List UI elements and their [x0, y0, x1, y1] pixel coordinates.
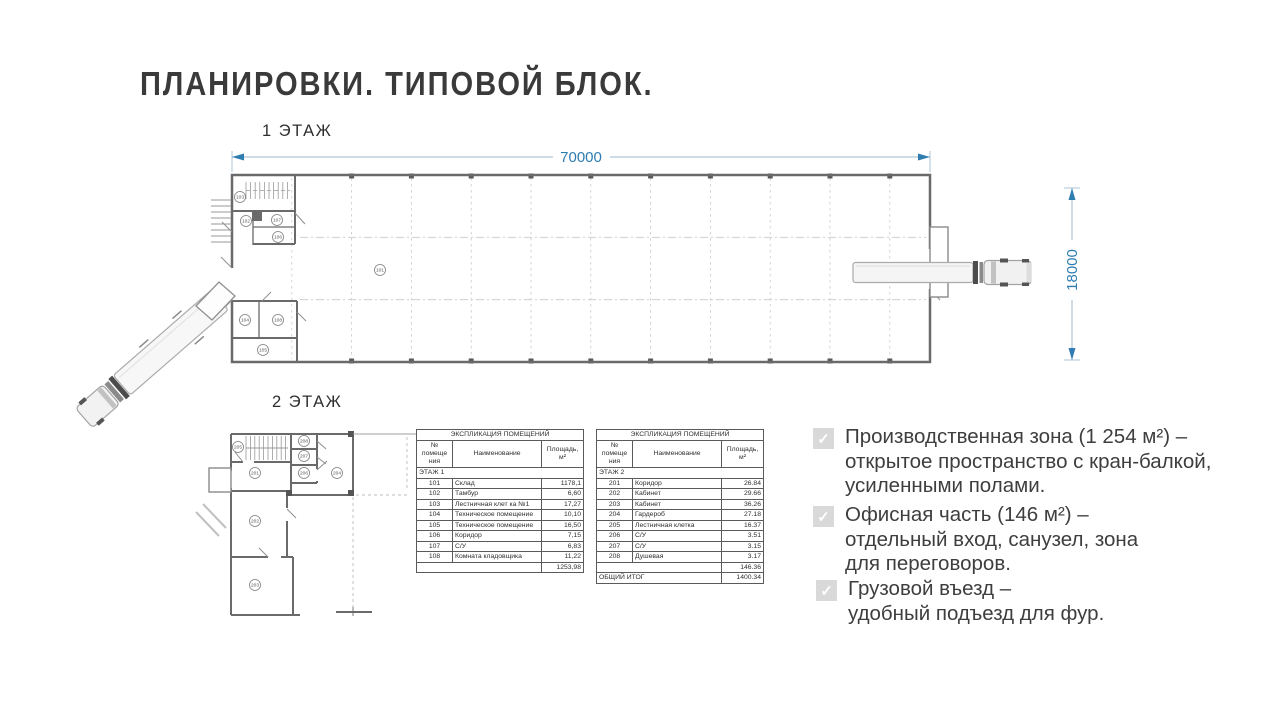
- table-cell: 29.66: [722, 489, 764, 500]
- table-section-label: ЭТАЖ 2: [597, 468, 764, 479]
- dimension-height: [1064, 188, 1081, 360]
- table-cell: 105: [417, 520, 453, 531]
- floor2-explication-table: [596, 429, 764, 584]
- table-row: [417, 552, 584, 563]
- dimension-height-label: 18000: [1064, 249, 1081, 291]
- table-cell: Лестничная клетка: [633, 520, 722, 531]
- plan2-column-markers: [286, 431, 354, 496]
- table-row: [597, 510, 764, 521]
- table-cell: 207: [597, 541, 633, 552]
- feature-office-part: [813, 503, 1138, 577]
- dimension-width-label: 70000: [560, 149, 602, 166]
- floor1-explication-table: [416, 429, 584, 573]
- feature-line: удобный подъезд для фур.: [848, 601, 1105, 625]
- table-row: [597, 531, 764, 542]
- table-section-label: ЭТАЖ 1: [417, 468, 584, 479]
- feature-line: отдельный вход, санузел, зона: [845, 527, 1139, 551]
- table-col-header: Площадь, м²: [722, 441, 764, 468]
- feature-line: Офисная часть (146 м²) –: [845, 503, 1089, 526]
- room-number-label: 103: [235, 195, 245, 201]
- table-cell: 3.51: [722, 531, 764, 542]
- table-cell: 104: [417, 510, 453, 521]
- table-cell: 26.84: [722, 478, 764, 489]
- table-subtotal: 1253,98: [542, 562, 584, 573]
- table-cell: Гардероб: [633, 510, 722, 521]
- table-cell: Коридор: [633, 478, 722, 489]
- table-cell: С/У: [633, 541, 722, 552]
- feature-line: усиленными полами.: [845, 474, 1046, 497]
- table-cell: 108: [417, 552, 453, 563]
- table-cell: 103: [417, 499, 453, 510]
- table-cell: Техническое помещение: [453, 510, 542, 521]
- room-number-label: 107: [272, 218, 282, 224]
- table-col-header: № помеще ния: [597, 441, 633, 468]
- table-cell: 3.15: [722, 541, 764, 552]
- table-row: [417, 541, 584, 552]
- room-number-label: 102: [241, 219, 251, 225]
- plan1-floor-area: [232, 175, 930, 362]
- table-row: [597, 499, 764, 510]
- floor1-label: 1 ЭТАЖ: [262, 122, 333, 140]
- table-cell: 3.17: [722, 552, 764, 563]
- feature-line: для переговоров.: [845, 552, 1011, 575]
- feature-line: открытое пространство с кран-балкой,: [845, 449, 1212, 473]
- feature-production-zone: [813, 425, 1211, 499]
- table-cell: 16,50: [542, 520, 584, 531]
- plan1-drawing: [73, 149, 1081, 431]
- table-cell: С/У: [633, 531, 722, 542]
- plan1-shaft: [252, 211, 262, 221]
- table-cell: 7,15: [542, 531, 584, 542]
- table-cell: 202: [597, 489, 633, 500]
- table-cell: Техническое помещение: [453, 520, 542, 531]
- room-number-label: 204: [332, 471, 342, 477]
- room-number-label: 101: [375, 268, 385, 274]
- table-cell: 201: [597, 478, 633, 489]
- table-cell: Душевая: [633, 552, 722, 563]
- table-cell: Кабинет: [633, 499, 722, 510]
- table-row: [597, 541, 764, 552]
- checkmark-icon: ✓: [813, 506, 834, 527]
- room-number-label: 207: [299, 454, 309, 460]
- checkmark-icon: ✓: [816, 580, 837, 601]
- table-cell: 17,27: [542, 499, 584, 510]
- feature-line: Производственная зона (1 254 м²) –: [845, 425, 1188, 448]
- room-number-label: 202: [250, 519, 260, 525]
- table-col-header: № помеще ния: [417, 441, 453, 468]
- table-cell: 206: [597, 531, 633, 542]
- feature-line: Грузовой въезд –: [848, 577, 1012, 600]
- checkmark-icon: ✓: [813, 428, 834, 449]
- table-cell: 10,10: [542, 510, 584, 521]
- table-row: [597, 478, 764, 489]
- table-row: [597, 552, 764, 563]
- table-grand-total: 1400.34: [722, 573, 764, 584]
- table-col-header: Площадь, м²: [542, 441, 584, 468]
- table-title: ЭКСПЛИКАЦИЯ ПОМЕЩЕНИЙ: [417, 430, 584, 441]
- room-number-label: 106: [273, 235, 283, 241]
- table-row: [417, 510, 584, 521]
- table-cell: Комната кладовщика: [453, 552, 542, 563]
- table-grand-total-label: ОБЩИЙ ИТОГ: [597, 573, 722, 584]
- plan2-drawing: [196, 430, 447, 616]
- room-number-label: 105: [258, 348, 268, 354]
- room-number-label: 104: [240, 318, 250, 324]
- table-cell: [597, 562, 722, 573]
- table-cell: Склад: [453, 478, 542, 489]
- table-row: [597, 489, 764, 500]
- table-cell: 107: [417, 541, 453, 552]
- table-title: ЭКСПЛИКАЦИЯ ПОМЕЩЕНИЙ: [597, 430, 764, 441]
- table-row: [417, 531, 584, 542]
- table-row: [417, 489, 584, 500]
- table-cell: 106: [417, 531, 453, 542]
- table-col-header: Наименование: [453, 441, 542, 468]
- table-row: [417, 478, 584, 489]
- room-number-label: 108: [273, 318, 283, 324]
- table-row: [417, 520, 584, 531]
- table-cell: 208: [597, 552, 633, 563]
- table-cell: [417, 562, 542, 573]
- plan2-diagonal-hints: [196, 504, 226, 536]
- truck-right: [853, 259, 1032, 287]
- plan1-exterior-stair: [211, 200, 231, 242]
- table-cell: 101: [417, 478, 453, 489]
- page-title: ПЛАНИРОВКИ. ТИПОВОЙ БЛОК.: [140, 66, 654, 103]
- room-number-label: 206: [299, 471, 309, 477]
- room-number-label: 205: [233, 445, 243, 451]
- feature-cargo-entrance: [816, 577, 1104, 626]
- table-cell: 204: [597, 510, 633, 521]
- table-row: [597, 520, 764, 531]
- table-cell: Кабинет: [633, 489, 722, 500]
- table-cell: 1178,1: [542, 478, 584, 489]
- room-number-label: 203: [250, 583, 260, 589]
- table-row: [417, 499, 584, 510]
- plan2-stairs: [246, 436, 288, 460]
- table-cell: 16.37: [722, 520, 764, 531]
- table-cell: 6,60: [542, 489, 584, 500]
- room-number-label: 201: [250, 471, 260, 477]
- table-cell: 203: [597, 499, 633, 510]
- table-cell: Лестничная клет ка №1: [453, 499, 542, 510]
- table-cell: 27.18: [722, 510, 764, 521]
- plan2-balcony: [209, 468, 231, 492]
- table-cell: Коридор: [453, 531, 542, 542]
- dimension-width: [232, 149, 930, 172]
- floor2-label: 2 ЭТАЖ: [272, 393, 343, 411]
- table-col-header: Наименование: [633, 441, 722, 468]
- table-cell: Тамбур: [453, 489, 542, 500]
- table-cell: 205: [597, 520, 633, 531]
- table-cell: 36.26: [722, 499, 764, 510]
- table-cell: 102: [417, 489, 453, 500]
- room-number-label: 208: [299, 439, 309, 445]
- table-cell: 11,22: [542, 552, 584, 563]
- table-cell: С/У: [453, 541, 542, 552]
- table-cell: 6,83: [542, 541, 584, 552]
- table-subtotal: 146.36: [722, 562, 764, 573]
